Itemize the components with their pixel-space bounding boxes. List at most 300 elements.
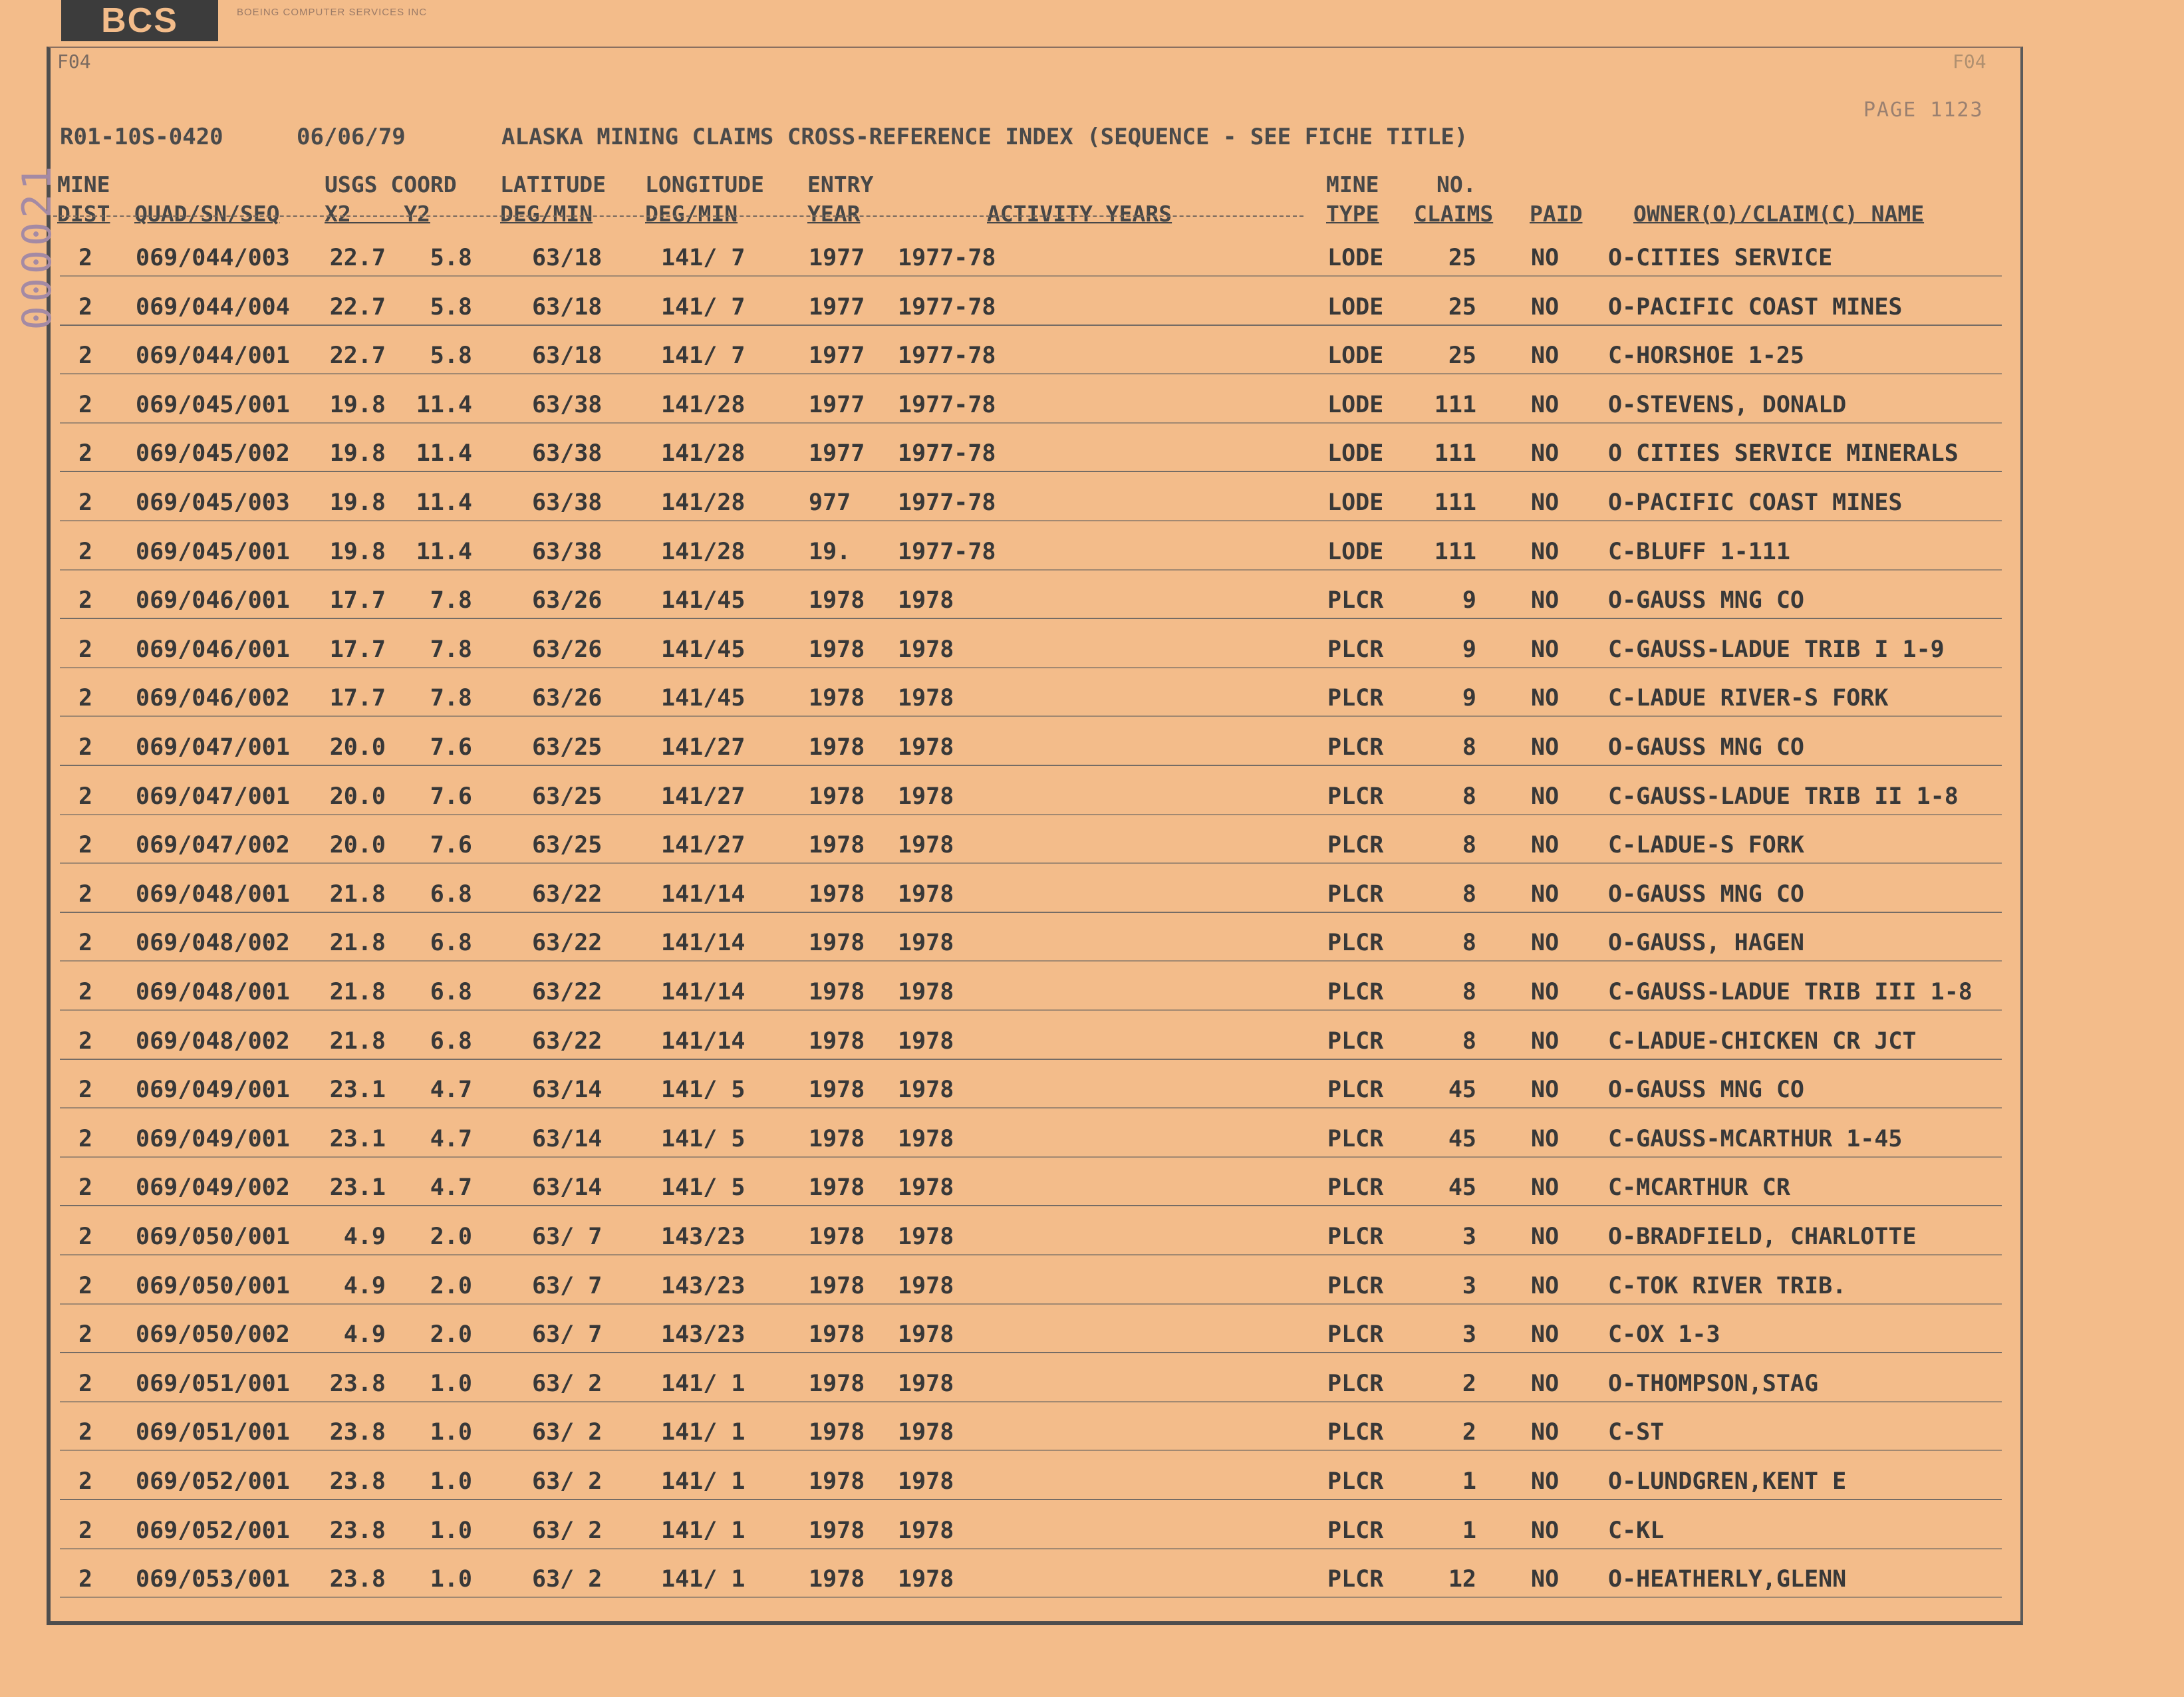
cell-entry-year: 1978: [809, 1027, 865, 1055]
cell-owner-claim-name: O-GAUSS MNG CO: [1608, 734, 1805, 761]
cell-entry-year: 19.: [809, 538, 851, 565]
cell-latitude: 63/25: [532, 734, 603, 761]
cell-longitude: 141/14: [661, 880, 746, 908]
cell-usgs-y2: 1.0: [430, 1566, 472, 1593]
cell-quad-sn-seq: 069/053/001: [136, 1566, 290, 1593]
cell-no-claims: 8: [1462, 880, 1476, 908]
cell-entry-year: 1978: [809, 1174, 865, 1202]
cell-mine-dist: 2: [78, 685, 93, 712]
cell-usgs-x2: 23.8: [329, 1517, 386, 1544]
cell-usgs-y2: 11.4: [416, 391, 472, 418]
cell-paid: NO: [1531, 832, 1560, 859]
row-divider: [60, 373, 2002, 374]
cell-owner-claim-name: C-LADUE-S FORK: [1608, 832, 1805, 859]
cell-entry-year: 1978: [809, 1517, 865, 1544]
row-divider: [60, 960, 2002, 962]
table-row: [53, 1416, 2002, 1463]
cell-quad-sn-seq: 069/045/003: [136, 489, 290, 516]
row-divider: [60, 716, 2002, 717]
cell-usgs-y2: 7.6: [430, 832, 472, 859]
cell-mine-type: PLCR: [1327, 1174, 1384, 1202]
cell-usgs-y2: 1.0: [430, 1517, 472, 1544]
cell-usgs-x2: 21.8: [329, 930, 386, 957]
cell-usgs-y2: 5.8: [430, 293, 472, 321]
col-header-line1: USGS COORD: [325, 172, 457, 197]
col-header-line2: OWNER(O)/CLAIM(C) NAME: [1633, 201, 1925, 227]
cell-quad-sn-seq: 069/048/001: [136, 880, 290, 908]
cell-longitude: 141/ 5: [661, 1174, 746, 1202]
cell-activity-years: 1978: [898, 587, 954, 614]
cell-usgs-x2: 23.8: [329, 1419, 386, 1446]
cell-mine-type: PLCR: [1327, 1321, 1384, 1349]
cell-activity-years: 1978: [898, 636, 954, 663]
row-divider: [60, 1107, 2002, 1109]
row-divider: [60, 1009, 2002, 1011]
cell-usgs-x2: 19.8: [329, 538, 386, 565]
table-row: [53, 487, 2002, 533]
row-divider: [60, 814, 2002, 815]
cell-latitude: 63/ 2: [532, 1566, 603, 1593]
bcs-logo: [61, 0, 218, 41]
cell-longitude: 141/ 1: [661, 1468, 746, 1495]
cell-entry-year: 977: [809, 489, 851, 516]
cell-mine-dist: 2: [78, 734, 93, 761]
col-header-line2: QUAD/SN/SEQ: [134, 201, 280, 227]
cell-activity-years: 1977-78: [898, 342, 996, 370]
cell-usgs-x2: 4.9: [343, 1224, 386, 1250]
cell-latitude: 63/38: [532, 440, 603, 467]
col-header-line1: LATITUDE: [500, 172, 606, 197]
cell-mine-dist: 2: [78, 636, 93, 663]
cell-paid: NO: [1531, 734, 1560, 761]
row-divider: [60, 618, 2002, 619]
col-header-line2: TYPE: [1326, 201, 1379, 227]
cell-quad-sn-seq: 069/046/001: [136, 636, 290, 663]
cell-entry-year: 1977: [809, 391, 865, 418]
side-stamp-text: 000021: [14, 162, 61, 330]
cell-latitude: 63/18: [532, 245, 603, 271]
cell-quad-sn-seq: 069/046/001: [136, 587, 290, 614]
cell-activity-years: 1978: [898, 832, 954, 859]
col-header-mine-type: [1326, 170, 1379, 229]
cell-latitude: 63/26: [532, 685, 603, 712]
cell-activity-years: 1978: [898, 1321, 954, 1349]
col-header-line1: [134, 170, 280, 199]
cell-owner-claim-name: C-GAUSS-LADUE TRIB I 1-9: [1608, 636, 1945, 663]
cell-mine-type: LODE: [1327, 440, 1384, 467]
cell-usgs-y2: 1.0: [430, 1370, 472, 1397]
corner-label-right: F04: [1953, 51, 1986, 72]
row-divider: [60, 1156, 2002, 1158]
report-title: ALASKA MINING CLAIMS CROSS-REFERENCE INDEX (SEQUENCE - SEE FICHE TITLE): [501, 124, 1468, 150]
cell-longitude: 141/ 1: [661, 1419, 746, 1446]
cell-quad-sn-seq: 069/050/002: [136, 1321, 290, 1349]
cell-latitude: 63/22: [532, 930, 603, 957]
cell-activity-years: 1977-78: [898, 440, 996, 467]
cell-latitude: 63/ 7: [532, 1272, 603, 1299]
cell-usgs-x2: 23.1: [329, 1077, 386, 1104]
cell-longitude: 141/ 7: [661, 293, 746, 321]
cell-mine-type: PLCR: [1327, 979, 1384, 1005]
col-header-line1: ENTRY: [807, 172, 874, 197]
cell-usgs-x2: 22.7: [329, 342, 386, 370]
cell-latitude: 63/ 7: [532, 1321, 603, 1349]
col-header-line2: X2 Y2: [325, 201, 430, 227]
cell-usgs-y2: 7.6: [430, 734, 472, 761]
cell-no-claims: 9: [1462, 685, 1476, 712]
cell-latitude: 63/18: [532, 293, 603, 321]
logo-tagline: BOEING COMPUTER SERVICES INC: [237, 7, 428, 18]
cell-latitude: 63/22: [532, 979, 603, 1005]
cell-owner-claim-name: C-LADUE-CHICKEN CR JCT: [1608, 1027, 1917, 1055]
col-header-entry-year: [807, 170, 873, 229]
cell-quad-sn-seq: 069/050/001: [136, 1224, 290, 1250]
cell-owner-claim-name: O-THOMPSON,STAG: [1608, 1370, 1819, 1397]
cell-paid: NO: [1531, 1419, 1560, 1446]
cell-mine-type: PLCR: [1327, 930, 1384, 957]
cell-mine-dist: 2: [78, 1027, 93, 1055]
cell-paid: NO: [1531, 587, 1560, 614]
cell-mine-dist: 2: [78, 1224, 93, 1250]
cell-mine-dist: 2: [78, 1566, 93, 1593]
col-header-line1: NO.: [1436, 172, 1476, 197]
cell-entry-year: 1978: [809, 1224, 865, 1250]
cell-owner-claim-name: O-PACIFIC COAST MINES: [1608, 489, 1903, 516]
cell-mine-dist: 2: [78, 1517, 93, 1544]
cell-mine-type: PLCR: [1327, 1566, 1384, 1593]
cell-no-claims: 8: [1462, 783, 1476, 810]
cell-no-claims: 12: [1448, 1566, 1476, 1593]
col-header-mine-dist: [57, 170, 110, 229]
cell-no-claims: 25: [1448, 293, 1476, 321]
cell-usgs-x2: 22.7: [329, 245, 386, 271]
cell-entry-year: 1978: [809, 832, 865, 859]
cell-usgs-y2: 6.8: [430, 1027, 472, 1055]
table-row: [53, 1221, 2002, 1267]
cell-activity-years: 1978: [898, 880, 954, 908]
cell-latitude: 63/ 2: [532, 1517, 603, 1544]
cell-paid: NO: [1531, 489, 1560, 516]
col-header-line1: LONGITUDE: [645, 172, 764, 197]
cell-no-claims: 8: [1462, 1027, 1476, 1055]
cell-longitude: 141/ 7: [661, 342, 746, 370]
cell-paid: NO: [1531, 1272, 1560, 1299]
cell-owner-claim-name: O-LUNDGREN,KENT E: [1608, 1468, 1847, 1495]
table-row: [53, 634, 2002, 680]
cell-longitude: 141/28: [661, 538, 746, 565]
cell-mine-dist: 2: [78, 1468, 93, 1495]
cell-paid: NO: [1531, 636, 1560, 663]
cell-no-claims: 1: [1462, 1517, 1476, 1544]
cell-mine-dist: 2: [78, 342, 93, 370]
cell-activity-years: 1978: [898, 685, 954, 712]
col-header-line2: DEG/MIN: [645, 201, 738, 227]
cell-latitude: 63/25: [532, 783, 603, 810]
cell-owner-claim-name: O-HEATHERLY,GLENN: [1608, 1566, 1847, 1593]
cell-no-claims: 8: [1462, 979, 1476, 1005]
cell-mine-type: PLCR: [1327, 587, 1384, 614]
cell-latitude: 63/38: [532, 489, 603, 516]
row-divider: [60, 325, 2002, 326]
cell-quad-sn-seq: 069/052/001: [136, 1468, 290, 1495]
row-divider: [60, 471, 2002, 472]
cell-latitude: 63/14: [532, 1125, 603, 1152]
cell-mine-type: PLCR: [1327, 1077, 1384, 1104]
cell-mine-type: LODE: [1327, 391, 1384, 418]
cell-quad-sn-seq: 069/047/002: [136, 832, 290, 859]
cell-mine-dist: 2: [78, 293, 93, 321]
cell-usgs-y2: 5.8: [430, 342, 472, 370]
row-divider: [60, 1597, 2002, 1598]
cell-activity-years: 1978: [898, 1566, 954, 1593]
col-header-longitude: [645, 170, 764, 229]
cell-entry-year: 1978: [809, 1566, 865, 1593]
cell-paid: NO: [1531, 1566, 1560, 1593]
cell-no-claims: 2: [1462, 1370, 1476, 1397]
col-header-paid: [1530, 170, 1582, 229]
cell-usgs-x2: 20.0: [329, 734, 386, 761]
cell-quad-sn-seq: 069/049/001: [136, 1077, 290, 1104]
cell-mine-dist: 2: [78, 1125, 93, 1152]
cell-usgs-y2: 7.8: [430, 587, 472, 614]
table-row: [53, 1515, 2002, 1561]
cell-mine-dist: 2: [78, 489, 93, 516]
cell-latitude: 63/22: [532, 880, 603, 908]
cell-mine-dist: 2: [78, 979, 93, 1005]
cell-paid: NO: [1531, 1224, 1560, 1250]
table-row: [53, 976, 2002, 1023]
cell-owner-claim-name: O-GAUSS, HAGEN: [1608, 930, 1805, 957]
table-row: [53, 536, 2002, 583]
col-header-line2: ACTIVITY YEARS: [987, 201, 1172, 227]
cell-owner-claim-name: C-GAUSS-MCARTHUR 1-45: [1608, 1125, 1903, 1152]
cell-activity-years: 1978: [898, 930, 954, 957]
table-row: [53, 1074, 2002, 1120]
table-row: [53, 1563, 2002, 1610]
cell-usgs-y2: 6.8: [430, 979, 472, 1005]
cell-no-claims: 3: [1462, 1224, 1476, 1250]
cell-activity-years: 1978: [898, 783, 954, 810]
row-divider: [60, 422, 2002, 424]
cell-paid: NO: [1531, 783, 1560, 810]
cell-longitude: 141/ 1: [661, 1517, 746, 1544]
cell-quad-sn-seq: 069/048/002: [136, 1027, 290, 1055]
table-row: [53, 340, 2002, 386]
cell-usgs-y2: 2.0: [430, 1224, 472, 1250]
cell-paid: NO: [1531, 1370, 1560, 1397]
cell-no-claims: 111: [1434, 391, 1476, 418]
cell-usgs-y2: 4.7: [430, 1174, 472, 1202]
cell-no-claims: 45: [1448, 1077, 1476, 1104]
row-divider: [60, 1059, 2002, 1060]
cell-quad-sn-seq: 069/052/001: [136, 1517, 290, 1544]
corner-label-left: F04: [57, 51, 91, 72]
cell-longitude: 141/14: [661, 979, 746, 1005]
cell-mine-type: LODE: [1327, 538, 1384, 565]
cell-activity-years: 1978: [898, 1419, 954, 1446]
cell-mine-type: PLCR: [1327, 1419, 1384, 1446]
cell-latitude: 63/ 7: [532, 1224, 603, 1250]
row-divider: [60, 912, 2002, 913]
cell-paid: NO: [1531, 880, 1560, 908]
table-row: [53, 829, 2002, 876]
cell-longitude: 141/45: [661, 587, 746, 614]
cell-no-claims: 25: [1448, 245, 1476, 271]
cell-entry-year: 1977: [809, 293, 865, 321]
cell-usgs-x2: 4.9: [343, 1321, 386, 1349]
cell-owner-claim-name: O-BRADFIELD, CHARLOTTE: [1608, 1224, 1917, 1250]
cell-activity-years: 1978: [898, 1468, 954, 1495]
table-row: [53, 927, 2002, 974]
row-divider: [60, 1401, 2002, 1402]
cell-mine-type: PLCR: [1327, 1125, 1384, 1152]
row-divider: [60, 1548, 2002, 1549]
cell-usgs-x2: 17.7: [329, 587, 386, 614]
cell-activity-years: 1978: [898, 1272, 954, 1299]
cell-usgs-x2: 19.8: [329, 440, 386, 467]
cell-owner-claim-name: C-MCARTHUR CR: [1608, 1174, 1790, 1202]
cell-mine-dist: 2: [78, 783, 93, 810]
cell-mine-dist: 2: [78, 1077, 93, 1104]
cell-usgs-y2: 4.7: [430, 1077, 472, 1104]
cell-usgs-x2: 21.8: [329, 979, 386, 1005]
cell-longitude: 141/28: [661, 391, 746, 418]
row-divider: [60, 1499, 2002, 1500]
cell-owner-claim-name: O-PACIFIC COAST MINES: [1608, 293, 1903, 321]
cell-usgs-y2: 4.7: [430, 1125, 472, 1152]
cell-mine-type: PLCR: [1327, 1272, 1384, 1299]
cell-longitude: 141/14: [661, 1027, 746, 1055]
cell-owner-claim-name: C-HORSHOE 1-25: [1608, 342, 1805, 370]
cell-mine-type: PLCR: [1327, 1027, 1384, 1055]
cell-activity-years: 1978: [898, 1027, 954, 1055]
row-divider: [60, 862, 2002, 864]
row-divider: [60, 1450, 2002, 1451]
table-row: [53, 389, 2002, 436]
cell-quad-sn-seq: 069/045/001: [136, 538, 290, 565]
cell-quad-sn-seq: 069/048/002: [136, 930, 290, 957]
cell-owner-claim-name: C-TOK RIVER TRIB.: [1608, 1272, 1847, 1299]
cell-usgs-y2: 5.8: [430, 245, 472, 271]
cell-quad-sn-seq: 069/044/001: [136, 342, 290, 370]
report-code: R01-10S-0420: [60, 124, 223, 150]
cell-longitude: 141/27: [661, 832, 746, 859]
cell-entry-year: 1978: [809, 636, 865, 663]
cell-activity-years: 1977-78: [898, 489, 996, 516]
cell-usgs-y2: 7.8: [430, 636, 472, 663]
cell-paid: NO: [1531, 930, 1560, 957]
cell-activity-years: 1978: [898, 979, 954, 1005]
col-header-line2: CLAIMS: [1414, 201, 1494, 227]
report-date: 06/06/79: [297, 124, 406, 150]
table-row: [53, 291, 2002, 338]
col-header-line1: MINE: [1326, 172, 1379, 197]
cell-usgs-y2: 1.0: [430, 1419, 472, 1446]
cell-mine-dist: 2: [78, 1174, 93, 1202]
cell-entry-year: 1978: [809, 1370, 865, 1397]
cell-latitude: 63/ 2: [532, 1370, 603, 1397]
cell-mine-type: PLCR: [1327, 1370, 1384, 1397]
col-header-line2: PAID: [1530, 201, 1583, 227]
col-header-quad: [134, 170, 280, 229]
cell-activity-years: 1978: [898, 1077, 954, 1104]
cell-usgs-y2: 11.4: [416, 538, 472, 565]
cell-paid: NO: [1531, 1174, 1560, 1202]
cell-latitude: 63/26: [532, 636, 603, 663]
cell-paid: NO: [1531, 1125, 1560, 1152]
cell-latitude: 63/ 2: [532, 1468, 603, 1495]
cell-entry-year: 1978: [809, 1468, 865, 1495]
cell-usgs-x2: 17.7: [329, 685, 386, 712]
cell-longitude: 141/45: [661, 685, 746, 712]
col-header-line2: YEAR: [807, 201, 861, 227]
cell-entry-year: 1978: [809, 1125, 865, 1152]
cell-activity-years: 1978: [898, 1125, 954, 1152]
cell-usgs-y2: 6.8: [430, 880, 472, 908]
cell-entry-year: 1978: [809, 1272, 865, 1299]
cell-mine-type: PLCR: [1327, 1517, 1384, 1544]
cell-mine-type: PLCR: [1327, 880, 1384, 908]
logo-text: BCS: [101, 1, 178, 40]
cell-quad-sn-seq: 069/049/002: [136, 1174, 290, 1202]
col-header-line1: [987, 170, 1172, 199]
cell-activity-years: 1977-78: [898, 245, 996, 271]
cell-quad-sn-seq: 069/044/004: [136, 293, 290, 321]
col-header-no-claims: [1414, 170, 1493, 229]
cell-usgs-x2: 17.7: [329, 636, 386, 663]
cell-usgs-x2: 23.8: [329, 1468, 386, 1495]
cell-usgs-y2: 7.8: [430, 685, 472, 712]
cell-quad-sn-seq: 069/048/001: [136, 979, 290, 1005]
cell-usgs-y2: 11.4: [416, 440, 472, 467]
cell-mine-type: LODE: [1327, 245, 1384, 271]
cell-latitude: 63/22: [532, 1027, 603, 1055]
cell-latitude: 63/26: [532, 587, 603, 614]
cell-mine-type: PLCR: [1327, 783, 1384, 810]
col-header-activity-years: [987, 170, 1172, 229]
cell-no-claims: 25: [1448, 342, 1476, 370]
cell-quad-sn-seq: 069/047/001: [136, 734, 290, 761]
cell-owner-claim-name: O-GAUSS MNG CO: [1608, 880, 1805, 908]
cell-mine-type: PLCR: [1327, 685, 1384, 712]
cell-longitude: 143/23: [661, 1272, 746, 1299]
cell-longitude: 143/23: [661, 1321, 746, 1349]
table-row: [53, 438, 2002, 484]
cell-no-claims: 111: [1434, 440, 1476, 467]
cell-no-claims: 8: [1462, 930, 1476, 957]
cell-entry-year: 1978: [809, 1077, 865, 1104]
cell-entry-year: 1978: [809, 880, 865, 908]
row-divider: [60, 275, 2002, 277]
cell-activity-years: 1977-78: [898, 391, 996, 418]
cell-no-claims: 9: [1462, 636, 1476, 663]
cell-quad-sn-seq: 069/051/001: [136, 1370, 290, 1397]
row-divider: [60, 520, 2002, 521]
row-divider: [60, 1254, 2002, 1255]
cell-mine-dist: 2: [78, 1272, 93, 1299]
cell-owner-claim-name: C-BLUFF 1-111: [1608, 538, 1790, 565]
cell-latitude: 63/14: [532, 1174, 603, 1202]
header-rule: [53, 215, 1303, 217]
cell-longitude: 141/ 5: [661, 1125, 746, 1152]
table-row: [53, 1123, 2002, 1170]
cell-paid: NO: [1531, 685, 1560, 712]
cell-longitude: 143/23: [661, 1224, 746, 1250]
cell-paid: NO: [1531, 342, 1560, 370]
cell-mine-dist: 2: [78, 587, 93, 614]
table-row: [53, 1172, 2002, 1218]
cell-mine-dist: 2: [78, 1370, 93, 1397]
